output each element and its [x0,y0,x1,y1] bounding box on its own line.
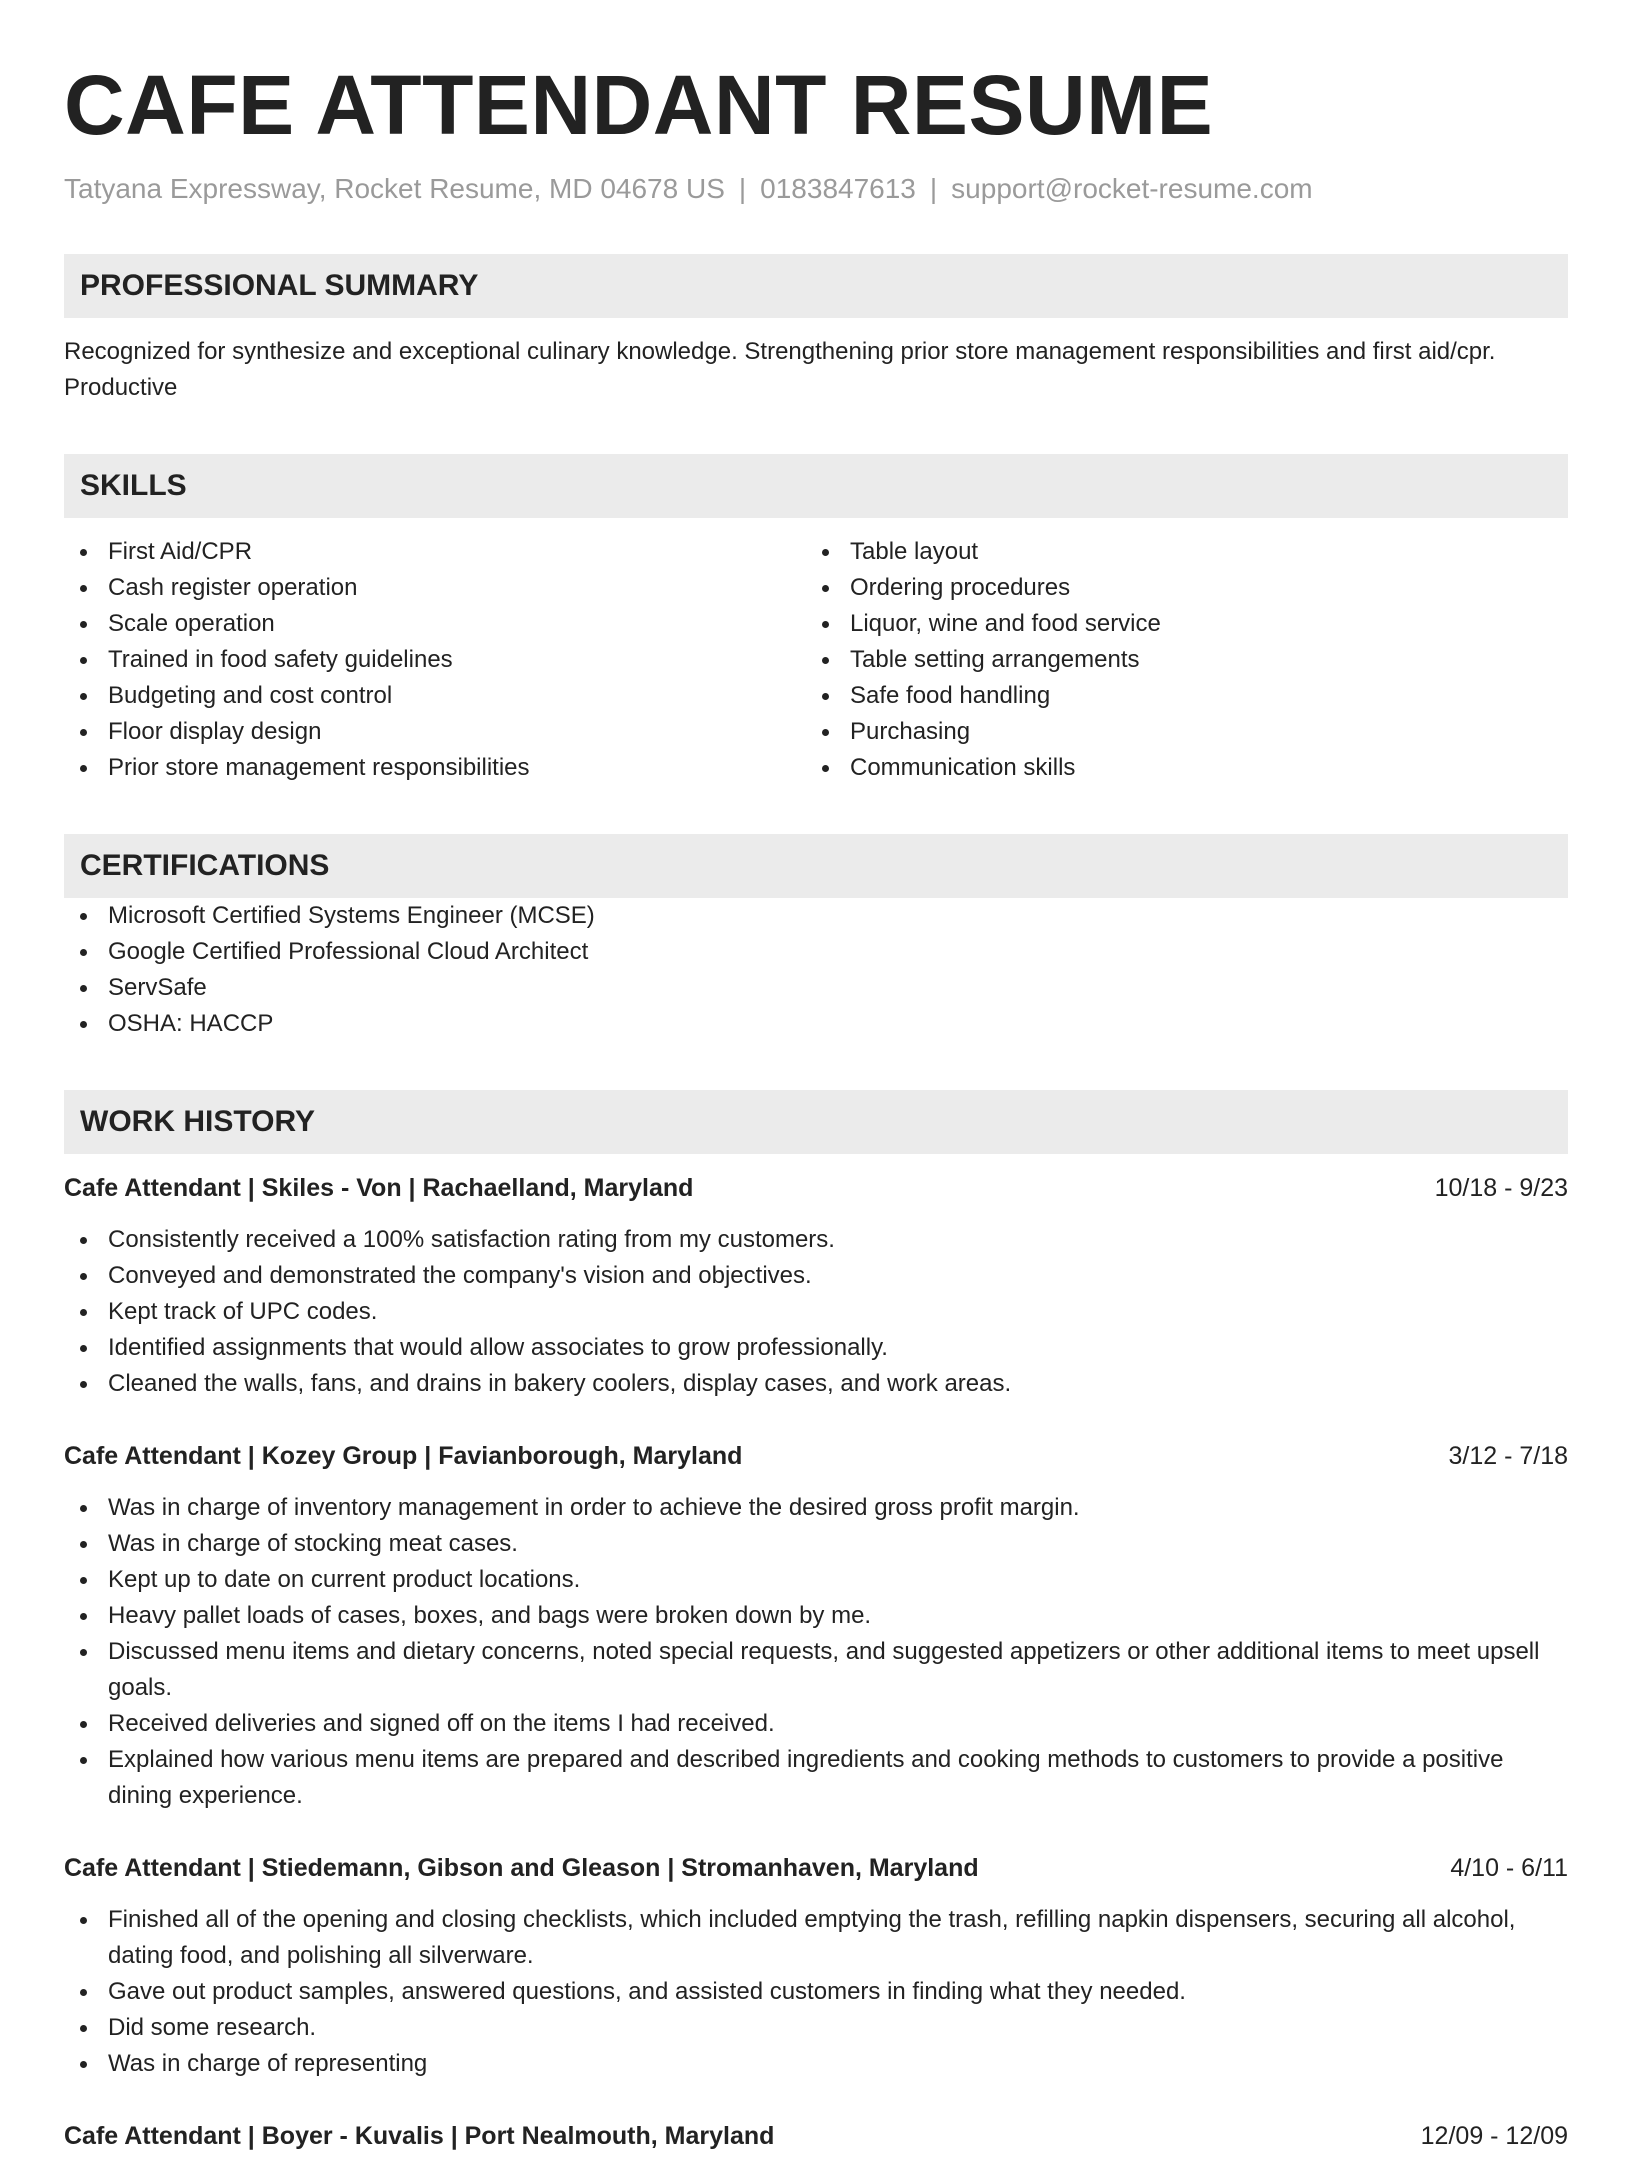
job-header [64,1850,1568,1886]
job-entry [64,2118,1568,2154]
list-item: Identified assignments that would allow associates to grow professionally. [64,1330,1568,1366]
list-item: Finished all of the opening and closing checklists, which included emptying the trash, refilling napkin dispensers, securing all alcohol, dating food, and polishing all silverware. [64,1902,1568,1974]
list-item: Kept track of UPC codes. [64,1294,1568,1330]
list-item: Liquor, wine and food service [806,606,1548,642]
list-item: Explained how various menu items are prepared and described ingredients and cooking methods to customers to provide a positive dining experience. [64,1742,1568,1814]
job-title: Cafe Attendant | Boyer - Kuvalis | Port Nealmouth, Maryland [64,2122,775,2150]
contact-email: support@rocket-resume.com [951,173,1313,204]
list-item: Scale operation [64,606,806,642]
list-item: Cleaned the walls, fans, and drains in bakery coolers, display cases, and work areas. [64,1366,1568,1402]
list-item: Ordering procedures [806,570,1548,606]
list-item: Floor display design [64,714,806,750]
job-dates: 3/12 - 7/18 [1448,1442,1568,1470]
list-item: OSHA: HACCP [64,1006,1568,1042]
list-item: Prior store management responsibilities [64,750,806,786]
skills-heading: SKILLS [64,454,1568,518]
summary-heading: PROFESSIONAL SUMMARY [64,254,1568,318]
work-history-heading: WORK HISTORY [64,1090,1568,1154]
list-item: Trained in food safety guidelines [64,642,806,678]
job-bullets [64,1222,1568,1402]
job-dates: 12/09 - 12/09 [1420,2122,1568,2150]
job-dates: 4/10 - 6/11 [1450,1854,1568,1882]
list-item: First Aid/CPR [64,534,806,570]
list-item: Google Certified Professional Cloud Architect [64,934,1568,970]
list-item: Table setting arrangements [806,642,1548,678]
list-item: Cash register operation [64,570,806,606]
resume-page [64,0,1568,2170]
contact-phone: 0183847613 [760,173,916,204]
list-item: ServSafe [64,970,1568,1006]
job-title: Cafe Attendant | Stiedemann, Gibson and Gleason | Stromanhaven, Maryland [64,1854,979,1882]
skills-right-list [806,534,1548,786]
job-entry [64,1850,1568,2082]
job-entry [64,1170,1568,1402]
list-item: Was in charge of stocking meat cases. [64,1526,1568,1562]
job-header [64,1170,1568,1206]
list-item: Table layout [806,534,1548,570]
list-item: Conveyed and demonstrated the company's vision and objectives. [64,1258,1568,1294]
contact-line [64,172,1568,206]
skills-grid [64,534,1568,786]
list-item: Was in charge of representing [64,2046,1568,2082]
contact-address: Tatyana Expressway, Rocket Resume, MD 04678 US [64,173,725,204]
summary-text: Recognized for synthesize and exceptional culinary knowledge. Strengthening prior store management responsibilities and first aid/cpr. Productive [64,338,1496,401]
list-item: Heavy pallet loads of cases, boxes, and bags were broken down by me. [64,1598,1568,1634]
contact-separator: | [738,173,747,204]
certifications-list [64,898,1568,1042]
list-item: Budgeting and cost control [64,678,806,714]
job-bullets [64,1902,1568,2082]
job-title: Cafe Attendant | Kozey Group | Favianborough, Maryland [64,1442,743,1470]
skills-left-list [64,534,806,786]
job-bullets [64,1490,1568,1814]
job-header [64,2118,1568,2154]
list-item: Received deliveries and signed off on the items I had received. [64,1706,1568,1742]
list-item: Consistently received a 100% satisfaction rating from my customers. [64,1222,1568,1258]
list-item: Microsoft Certified Systems Engineer (MCSE) [64,898,1568,934]
page-title: CAFE ATTENDANT RESUME [64,58,1214,152]
list-item: Kept up to date on current product locations. [64,1562,1568,1598]
job-title: Cafe Attendant | Skiles - Von | Rachaelland, Maryland [64,1174,694,1202]
job-dates: 10/18 - 9/23 [1434,1174,1568,1202]
work-history-list [64,1170,1568,2154]
list-item: Purchasing [806,714,1548,750]
job-entry [64,1438,1568,1814]
certifications-heading: CERTIFICATIONS [64,834,1568,898]
job-header [64,1438,1568,1474]
contact-separator: | [929,173,938,204]
list-item: Communication skills [806,750,1548,786]
list-item: Was in charge of inventory management in order to achieve the desired gross profit margin. [64,1490,1568,1526]
list-item: Discussed menu items and dietary concerns, noted special requests, and suggested appetizers or other additional items to meet upsell goals. [64,1634,1568,1706]
list-item: Gave out product samples, answered questions, and assisted customers in finding what they needed. [64,1974,1568,2010]
list-item: Safe food handling [806,678,1548,714]
list-item: Did some research. [64,2010,1568,2046]
